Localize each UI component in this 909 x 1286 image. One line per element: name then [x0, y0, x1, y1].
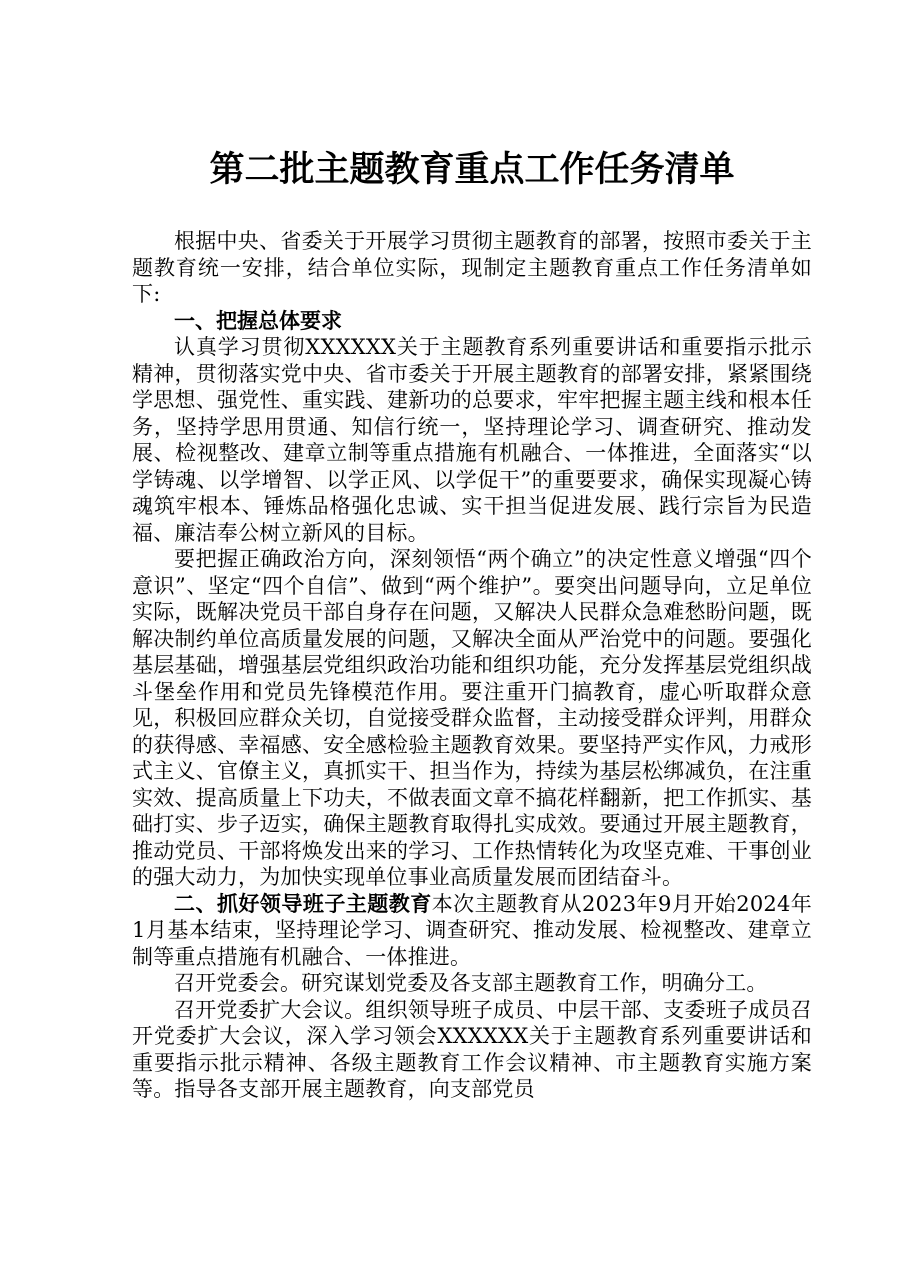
document-title: 第二批主题教育重点工作任务清单 [209, 149, 735, 190]
section-1-paragraph-1: 认真学习贯彻XXXXXX关于主题教育系列重要讲话和重要指示批示精神，贯彻落实党中央、省市委关于开展主题教育的部署安排，紧紧围绕学思想、强党性、重实践、建新功的总要求，牢牢把握主题主线和根本任务，坚持学思用贯通、知信行统一，坚持理论学习、调查研究、推动发展、检视整改、建章立制等重点措施有机融合、一体推进，全面落实“以学铸魂、以学增智、以学正风、以学促干”的重要要求，确保实现凝心铸魂筑牢根本、锤炼品格强化忠诚、实干担当促进发展、践行宗旨为民造福、廉洁奉公树立新风的目标。 [132, 335, 812, 545]
section-2-lead-paragraph [132, 891, 812, 971]
section-2-heading: 二、抓好领导班子主题教育 [174, 891, 432, 916]
intro-paragraph: 根据中央、省委关于开展学习贯彻主题教育的部署，按照市委关于主题教育统一安排，结合单位实际，现制定主题教育重点工作任务清单如下: [132, 229, 812, 306]
section-1-heading: 一、把握总体要求 [174, 308, 342, 333]
section-2-paragraph-2: 召开党委扩大会议。组织领导班子成员、中层干部、支委班子成员召开党委扩大会议，深入学习领会XXXXXX关于主题教育系列重要讲话和重要指示批示精神、各级主题教育工作会议精神、市主题教育实施方案等。指导各支部开展主题教育，向支部党员 [132, 997, 812, 1101]
document-page [132, 140, 812, 1103]
section-2-paragraph-1: 召开党委会。研究谋划党委及各支部主题教育工作，明确分工。 [174, 971, 768, 995]
section-1-paragraph-2: 要把握正确政治方向，深刻领悟“两个确立”的决定性意义增强“四个意识”、坚定“四个自信”、做到“两个维护”。要突出问题导向，立足单位实际，既解决党员干部自身存在问题，又解决人民群众急难愁盼问题，既解决制约单位高质量发展的问题，又解决全面从严治党中的问题。要强化基层基础，增强基层党组织政治功能和组织功能，充分发挥基层党组织战斗堡垒作用和党员先锋模范作用。要注重开门搞教育，虚心听取群众意见，积极回应群众关切，自觉接受群众监督，主动接受群众评判，用群众的获得感、幸福感、安全感检验主题教育效果。要坚持严实作风，力戒形式主义、官僚主义，真抓实干、担当作为，持续为基层松绑减负，在注重实效、提高质量上下功夫，不做表面文章不搞花样翻新，把工作抓实、基础打实、步子迈实，确保主题教育取得扎实成效。要通过开展主题教育，推动党员、干部将焕发出来的学习、工作热情转化为攻坚克难、干事创业的强大动力，为加快实现单位事业高质量发展而团结奋斗。 [132, 547, 812, 889]
section-2-lead-text: 本次主题教育从2023年9月开始2024年1月基本结束，坚持理论学习、调查研究、推动发展、检视整改、建章立制等重点措施有机融合、一体推进。 [132, 891, 812, 969]
